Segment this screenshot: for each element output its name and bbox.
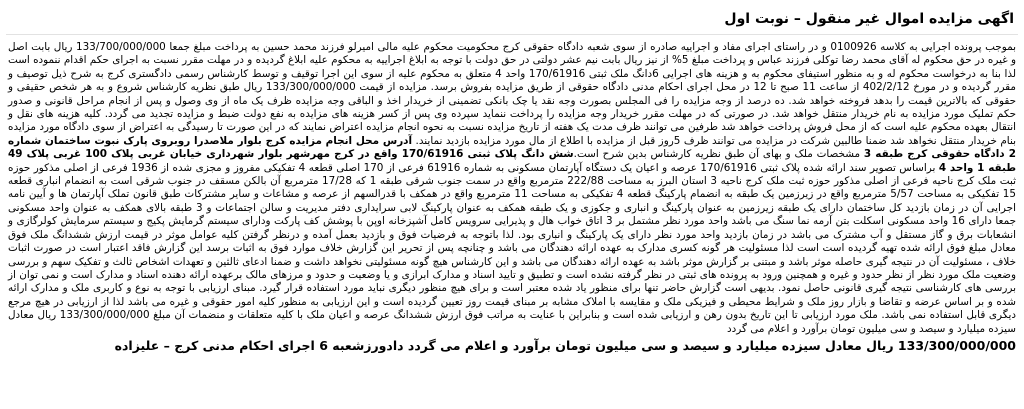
notice-paragraph-description: براساس تصویر سند ارائه شده پلاک ثبتی 170/61916 عرصه و اعیان یک دستگاه آپارتمان مسکونی به شماره 61916 فرعی از 170 اصلی قطعه 4 تفکیکی مفروز و مجزی شده از 1936 فرعی از اصلی مذکور حوزه ثبت ملک کرج ناحیه فرعی از اصلی مذکور حوزه ثبت ملک کرج ناحیه 3 استان البرز به مساحت 222/88 مترمربع واقع در سمت جنوب شرقی طبقه 1 که 17/28 مترمربع آن بالکن مسقف در جنوب شرقی است به انضمام انباری قطعه 15 تفکیکی به مساحت 5/57 مترمربع واقع در زیرزمین یک طبقه به انضمام پارکینگ قطعه 4 تفکیکی به مساحت 11 مترمربع واقع در همکف با قدرالسهم از عرصه و مشاعات و سایر مشترکات طبق قانون تملک آپارتمان ها و آیین نامه اجرایی آن در زمان بازدید کل ساختمان دارای یک طبقه زیرزمین به عنوان پارکینگ و انباری و جکوزی و یک طبقه همکف به عنوان پارکینگ لابی سرایداری دفتر مدیریت و سالن اجتماعات و 3 طبقه بالای همکف به عنوان واحد مسکونی جمعا دارای 16 واحد مسکونی اسکلت بتن آرمه نما سنگ می باشد واحد مورد نظر مشتمل بر 3 اتاق خواب هال و پذیرایی سرویس کامل آشپزخانه اوپن با پوشش کف پارکت ودارای سیستم گرمایش پکیج و سیستم سرمایش کولرگازی و انشعابات برق و گاز مستقل و آب مشترک می باشد در زمان بازدید واحد مورد نظر دارای یک پارکینگ و انباری بود. لذا باتوجه به فرضیات فوق و بازدید بعمل آمده و درنظر گرفتن کلیه عوامل موثر در قیمت ارزش ششدانگ ملک فوق معادل مبلغ فوق ارائه شده تهیه گردیده است است لذا مسئولیت هر گونه کسری مدارک به عهده ارائه دهندگان می باشد و چنانچه پس از تحریر این گزارش خلاف موارد فوق به اثبات برسد این گزارش فاقد اعتبار است در صورت اثبات خلاف ، مسئولیت آن در نتیجه گیری حاصله موثر باشد و مبتنی بر گزارش موثر باشد به عهده ارائه دهندگان می باشد و این کارشناس هیچ گونه مسئولیتی نخواهد داشت و ضمنا ادعای ثالثین و تعهدات اشخاص ثالث و تفکیک سهم و بررسی وضعیت ملک مورد نظر از نظر حدود و غیره و همچنین ورود به پرونده های ثبتی در نظر گرفته نشده است و تطبیق و تایید اسناد و مدارک ابرازی و یا وضعیت و حدود و مرزهای مالک برعهده ارائه دهنده اسناد و مدارک است و نمی توان از بررسی های کارشناسی نتیجه گیری قانونی حاصل نمود. بدیهی است گزارش حاضر تنها برای منظور یاد شده معتبر است و برای هیچ منظور دیگری نباید مورد استفاده قرار گیرد. مبنای ارزیابی با توجه به نوع و کاربری ملک و مدارک ارائه شده و بر اساس عرضه و تقاضا و بازار روز ملک و شرایط محیطی و فیزیکی ملک و مقایسه با املاک مشابه بر مبنای قیمت روز تعیین گردیده است و این ارزیابی به منظور کلیه امور حقوقی و غیره می باشد لذا از ارزیابی در هیچ مرجع دیگری قابل استفاده نمی باشد. ملک مورد ارزیابی تا این تاریخ بدون رهن و ارزیابی شده است و بنابراین با عنایت به مراتب فوق ارزش ششدانگ عرصه و اعیان ملک با کلیه متعلقات و منضمات آن مبلغ 133/300/000/000 ریال معادل سیزده میلیارد و سیصد و سی میلیون تومان برآورد و اعلام می گردد xyxy=(8,161,1017,335)
notice-paragraph-intro: بموجب پرونده اجرایی به کلاسه 0100926 و در راستای اجرای مفاد و اجراییه صادره از سوی شعبه دادگاه حقوقی کرج محکومیت محکوم علیه مالی امیرلو فرزند محمد حسین به پرداخت مبلغ جمعا 133/700/000/000 ریال بابت اصل و غیره در حق محکوم له آقای محمد رضا توکلی فرزند عباس و پرداخت مبلغ 5% از نیز ریال بابت نیم عشر دولتی در حق دولت با توجه به ابلاغ اجراییه به محکوم علیه ابلاغ گردیده و در مهلت مقرر نسبت به اجرای حکم اقدام ننموده است لذا بنا به درخواست محکوم له و به منظور استیفای محکوم به و هزینه های اجرایی 6دانگ ملک ثبتی 170/61916 واحد 4 متعلق به محکوم علیه از سوی این اجرا توقیف و توسط کارشناس رسمی دادگستری کرج به شرح ذیل توصیف و مقرر گردیده و در مورخ 402/2/12 از ساعت 11 صبح تا 12 در محل اجرای احکام مدنی دادگاه حقوقی از طریق مزایده بفروش برسد. مزایده از قیمت 133/300/000/000 ریال طبق نظریه کارشناس شروع و به هر شخص حقیقی و حقوقی که بالاترین قیمت را بدهد فروخته خواهد شد. ده درصد از وجه مزایده را فی المجلس بصورت وجه نقد یا چک بانکی تضمینی از خریدار اخذ و الباقی وجه مزایده ظرف یک ماه از وی وصول و پس از انجام مراحل قانونی و صدور حکم تملیک مورد مزایده به نام خریدار منتقل خواهد شد. در صورتی که در مهلت مقرر خریدار وجه مزایده را پرداخت ننماید سپرده وی پس از کسر هزینه های مزایده به نفع دولت ضبط و مزایده تجدید می گردد. کلیه هزینه های نقل و انتقال بعهده محکوم علیه است که از محل فروش پرداخت خواهد شد طرفین می توانند ظرف مدت یک هفته از تاریخ مزایده نسبت به نحوه انجام مزایده اعتراض نمایند که در این صورت تا رسیدگی به اعتراض از سوی دادگاه مورد مزایده بنام خریدار منتقل نخواهد شد ضمنا طالبین شرکت در مزایده می توانند ظرف 5روز قبل از مزایده با اطلاع از مال مورد مزایده بازدید نمایند. xyxy=(8,41,1017,147)
notice-body xyxy=(6,41,1018,336)
notice-paragraph-property-intro: مشخصات ملک و بهای آن طبق نظریه کارشناس بدین شرح است. xyxy=(573,148,864,161)
auction-address: آدرس محل انجام مزایده کرج بلوار ملاصدرا روبروی پارک نبوت ساختمان شماره 2 دادگاه حقوقی کرج طبقه 3 xyxy=(8,134,1016,161)
notice-footer: 133/300/000/000 ریال معادل سیزده میلیارد و سیصد و سی میلیون تومان برآورد و اعلام می گردد دادورزشعبه 6 اجرای احکام مدنی کرج – علیزاده xyxy=(114,337,1016,353)
property-title: شش دانگ پلاک ثبتی 170/61916 واقع در کرج مهرشهر بلوار شهرداری خیابان غربی پلاک 100 غربی پلاک 49 طبقه 1 واحد 4 xyxy=(8,148,1016,174)
notice-header xyxy=(6,4,1018,35)
notice-title: اگهی مزایده اموال غیر منقول – نوبت اول xyxy=(724,11,1014,27)
